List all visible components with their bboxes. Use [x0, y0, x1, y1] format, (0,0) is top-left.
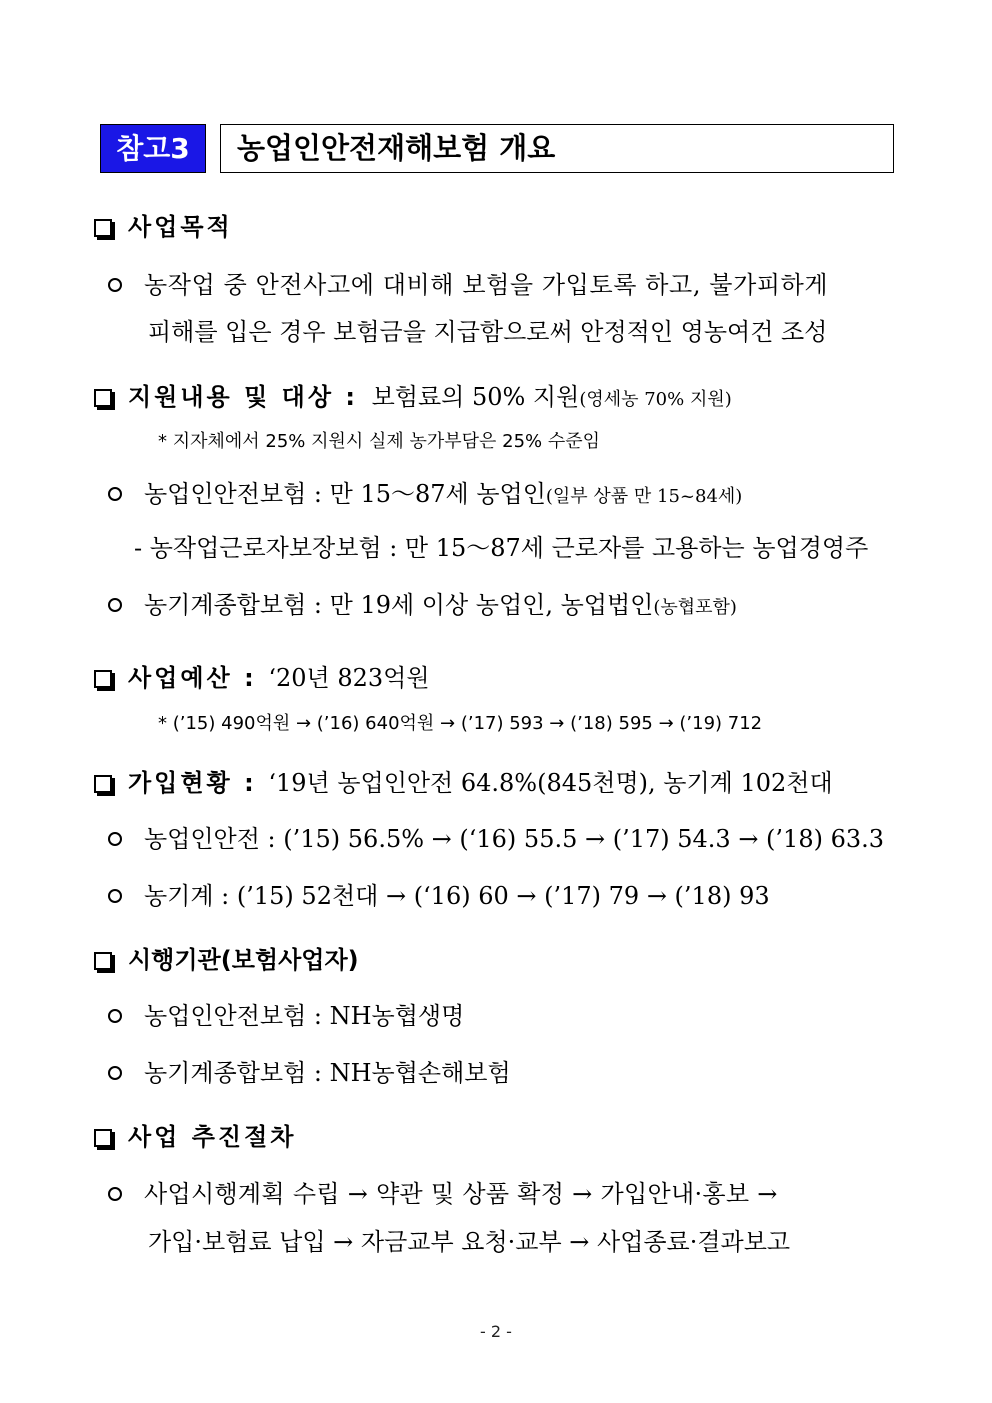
section-enrollment-heading	[94, 767, 833, 799]
support-text-small: (영세농 70% 지원)	[579, 389, 732, 410]
support-sub-1: - 농작업근로자보장보험 : 만 15～87세 근로자를 고용하는 농업경영주	[134, 534, 869, 562]
agency-bullet-1	[108, 1000, 464, 1032]
section-title: 사업예산 :	[128, 664, 257, 692]
section-title: 사업목적	[128, 213, 233, 241]
purpose-line-1: 농작업 중 안전사고에 대비해 보험을 가입토록 하고, 불가피하게	[144, 271, 829, 299]
checkbox-square-icon	[94, 952, 112, 970]
section-purpose-heading	[94, 211, 233, 243]
support-text: 보험료의 50% 지원	[371, 383, 580, 411]
enrollment-bullet-1	[108, 823, 884, 855]
enrollment-bullet-2-text: 농기계 : (’15) 52천대 → (‘16) 60 → (’17) 79 → (’18) 93	[144, 882, 770, 910]
checkbox-square-icon	[94, 389, 112, 407]
agency-bullet-2-text: 농기계종합보험 : NH농협손해보험	[144, 1059, 511, 1087]
enrollment-text: ‘19년 농업인안전 64.8%(845천명), 농기계 102천대	[268, 769, 833, 797]
section-support-heading	[94, 381, 732, 416]
checkbox-square-icon	[94, 670, 112, 688]
support-note: * 지자체에서 25% 지원시 실제 농가부담은 25% 수준임	[158, 431, 601, 452]
circle-bullet-icon	[108, 1066, 122, 1080]
enrollment-bullet-1-text: 농업인안전 : (’15) 56.5% → (‘16) 55.5 → (’17) 54.3 → (’18) 63.3	[144, 825, 885, 853]
support-bullet-2-text: 농기계종합보험 : 만 19세 이상 농업인, 농업법인	[144, 591, 654, 619]
procedure-line-2: 가입·보험료 납입 → 자금교부 요청·교부 → 사업종료·결과보고	[148, 1228, 791, 1256]
circle-bullet-icon	[108, 832, 122, 846]
support-bullet-2	[108, 589, 737, 624]
reference-tag: 참고3	[100, 124, 206, 173]
circle-bullet-icon	[108, 1187, 122, 1201]
support-bullet-1-text: 농업인안전보험 : 만 15～87세 농업인	[144, 480, 546, 508]
purpose-line-2: 피해를 입은 경우 보험금을 지급함으로써 안정적인 영농여건 조성	[148, 318, 828, 346]
budget-text: ‘20년 823억원	[268, 664, 430, 692]
section-title: 사업 추진절차	[128, 1123, 297, 1151]
section-agency-heading	[94, 944, 359, 976]
support-bullet-1-small: (일부 상품 만 15~84세)	[545, 486, 743, 507]
circle-bullet-icon	[108, 1009, 122, 1023]
section-title: 지원내용 및 대상 :	[128, 383, 358, 411]
circle-bullet-icon	[108, 278, 122, 292]
section-procedure-heading	[94, 1121, 296, 1153]
section-budget-heading	[94, 662, 430, 694]
support-bullet-1	[108, 478, 742, 513]
checkbox-square-icon	[94, 219, 112, 237]
section-title: 가입현황 :	[128, 769, 257, 797]
procedure-bullet	[108, 1178, 778, 1210]
agency-bullet-2	[108, 1057, 511, 1089]
section-title: 시행기관(보험사업자)	[128, 946, 359, 974]
page-number: - 2 -	[480, 1322, 512, 1341]
circle-bullet-icon	[108, 487, 122, 501]
checkbox-square-icon	[94, 1129, 112, 1147]
checkbox-square-icon	[94, 775, 112, 793]
procedure-line-1: 사업시행계획 수립 → 약관 및 상품 확정 → 가입안내·홍보 →	[144, 1180, 778, 1208]
support-bullet-2-small: (농협포함)	[653, 597, 737, 618]
budget-note: * (’15) 490억원 → (’16) 640억원 → (’17) 593 → (’18) 595 → (’19) 712	[158, 713, 763, 734]
enrollment-bullet-2	[108, 880, 770, 912]
agency-bullet-1-text: 농업인안전보험 : NH농협생명	[144, 1002, 465, 1030]
circle-bullet-icon	[108, 889, 122, 903]
purpose-bullet	[108, 269, 828, 301]
page-title: 농업인안전재해보험 개요	[220, 124, 894, 173]
circle-bullet-icon	[108, 598, 122, 612]
